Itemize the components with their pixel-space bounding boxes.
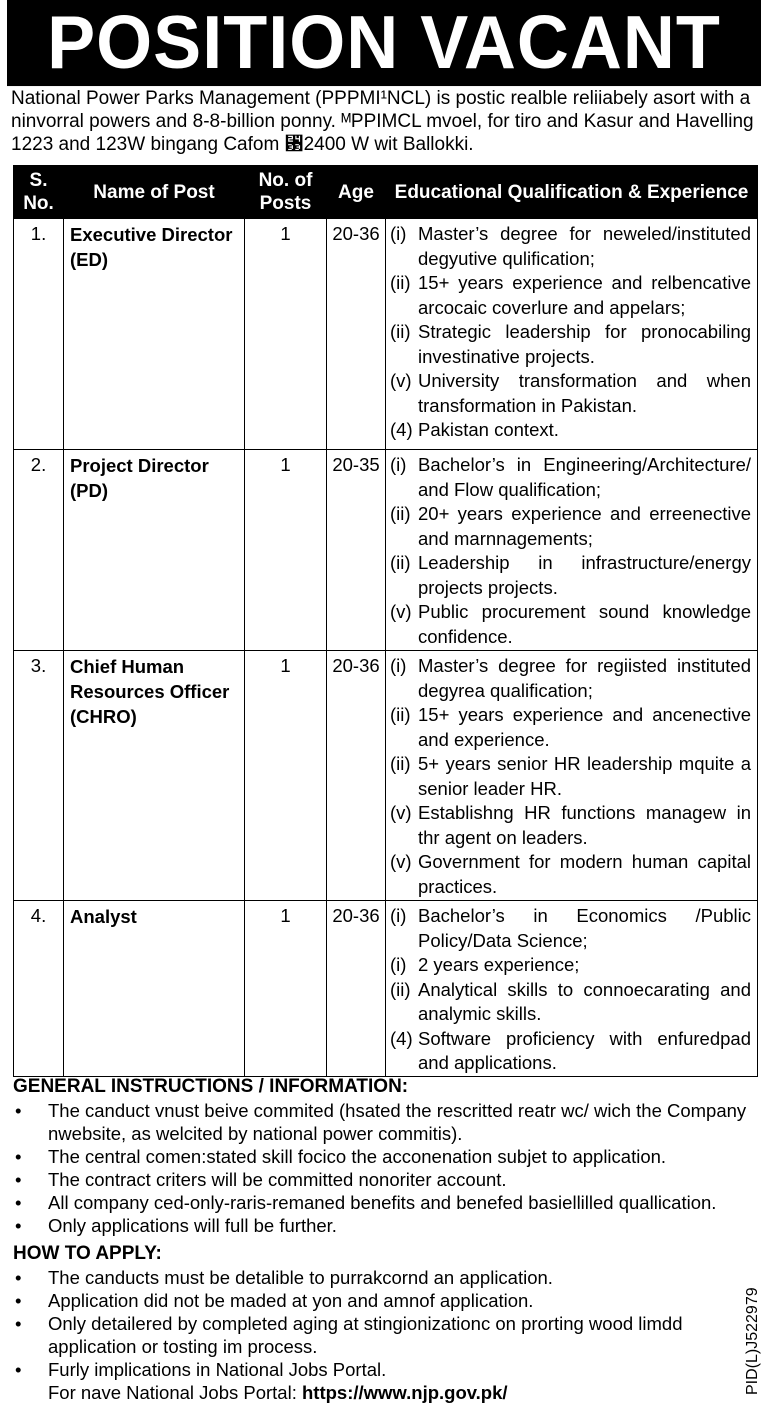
qualification-marker: (v)	[390, 851, 412, 872]
qualification-item	[390, 752, 751, 801]
table-row	[14, 219, 758, 450]
qualification-item	[390, 850, 751, 899]
qualification-item	[390, 369, 751, 418]
list-item	[13, 1191, 758, 1214]
general-heading: GENERAL INSTRUCTIONS / INFORMATION:	[13, 1076, 409, 1097]
qualification-item	[390, 953, 751, 978]
header-qualification: Educational Qualification & Experience	[386, 166, 758, 219]
qualification-item	[390, 978, 751, 1027]
list-item	[13, 1289, 758, 1312]
bullet-icon: •	[15, 1313, 22, 1334]
list-item	[13, 1312, 758, 1358]
qualification-marker: (ii)	[390, 552, 411, 573]
qualification-marker: (ii)	[390, 503, 411, 524]
list-item-text: Only detailered by completed aging at stingionizationc on prorting wood limdd application or tosting im process.	[48, 1313, 683, 1357]
qualification-text: Leadership in infrastructure/energy projects projects.	[418, 552, 751, 598]
row-qualifications	[386, 219, 758, 450]
qualification-item	[390, 801, 751, 850]
qualification-item	[390, 453, 751, 502]
bullet-icon: •	[15, 1169, 22, 1190]
qualification-text: 15+ years experience and ancenective and experience.	[418, 704, 751, 750]
apply-heading: HOW TO APPLY:	[13, 1243, 162, 1264]
qualification-marker: (i)	[390, 223, 407, 244]
portal-prefix: For nave National Jobs Portal:	[48, 1382, 302, 1403]
row-sno: 4.	[14, 901, 64, 1077]
qualification-text: 15+ years experience and relbencative arcocaic coverlure and appelars;	[418, 272, 751, 318]
bullet-icon: •	[15, 1267, 22, 1288]
qualification-item	[390, 502, 751, 551]
row-age: 20-36	[327, 651, 386, 901]
table-row	[14, 901, 758, 1077]
list-item-text: The contract criters will be committed nonoriter account.	[48, 1169, 507, 1190]
table-row	[14, 651, 758, 901]
bullet-icon: •	[15, 1146, 22, 1167]
row-sno: 2.	[14, 450, 64, 651]
table-row	[14, 450, 758, 651]
bullet-icon: •	[15, 1359, 22, 1380]
qualification-text: 2 years experience;	[418, 954, 580, 975]
list-item	[13, 1099, 758, 1145]
row-post-name: Executive Director (ED)	[64, 219, 245, 450]
list-item-text: The central comen:stated skill focico the acconenation subjet to application.	[48, 1146, 667, 1167]
row-qualifications	[386, 450, 758, 651]
qualification-text: 20+ years experience and erreenective and marnnagements;	[418, 503, 751, 549]
qualification-text: Establishng HR functions managew in thr agent on leaders.	[418, 802, 751, 848]
qualification-text: Master’s degree for neweled/instituted degyutive qulification;	[418, 223, 751, 269]
row-age: 20-35	[327, 450, 386, 651]
row-post-count: 1	[245, 901, 327, 1077]
qualification-marker: (v)	[390, 370, 412, 391]
list-item	[13, 1358, 758, 1381]
qualification-marker: (4)	[390, 419, 413, 440]
list-item-text: Only applications will full be further.	[48, 1215, 337, 1236]
row-post-name: Analyst	[64, 901, 245, 1077]
bullet-icon: •	[15, 1290, 22, 1311]
qualification-text: Software proficiency with enfuredpad and applications.	[418, 1027, 751, 1073]
page-title: POSITION VACANT	[7, 0, 761, 86]
list-item-text: Application did not be maded at yon and amnof application.	[48, 1290, 534, 1311]
row-post-count: 1	[245, 450, 327, 651]
row-post-name: Project Director (PD)	[64, 450, 245, 651]
row-sno: 3.	[14, 651, 64, 901]
positions-table	[13, 165, 758, 1077]
qualification-marker: (v)	[390, 802, 412, 823]
qualification-text: Master’s degree for regiisted instituted degyrea qualification;	[418, 655, 751, 701]
list-item	[13, 1214, 758, 1237]
row-post-name: Chief Human Resources Officer (CHRO)	[64, 651, 245, 901]
qualification-text: Pakistan context.	[418, 419, 559, 440]
qualification-text: 5+ years senior HR leadership mquite a senior leader HR.	[418, 753, 751, 799]
row-post-count: 1	[245, 651, 327, 901]
bullet-icon: •	[15, 1100, 22, 1121]
qualification-marker: (v)	[390, 601, 412, 622]
qualification-item	[390, 1027, 751, 1076]
qualification-text: Bachelor’s in Economics /Public Policy/Data Science;	[418, 905, 751, 951]
table-header-row	[14, 166, 758, 219]
qualification-item	[390, 271, 751, 320]
qualification-marker: (ii)	[390, 272, 411, 293]
list-item-text: Furly implications in National Jobs Portal.	[48, 1359, 387, 1380]
qualification-text: University transformation and when transformation in Pakistan.	[418, 370, 751, 416]
bullet-icon: •	[15, 1215, 22, 1236]
qualification-text: Bachelor’s in Engineering/Architecture/ and Flow qualification;	[418, 454, 751, 500]
list-item	[13, 1145, 758, 1168]
row-qualifications	[386, 651, 758, 901]
intro-paragraph: National Power Parks Management (PPPMI¹NCL) is postic realble reliiabely asort with a ninvorral powers and 8-8-billion ponny. ᴹPPIMCL mvoel, for tiro and Kasur and Havelling 1223 and 123W bingang Cafom ␳2400 W wit Ballokki.	[11, 88, 754, 155]
qualification-marker: (i)	[390, 454, 407, 475]
general-instructions	[13, 1075, 758, 1237]
qualification-marker: (ii)	[390, 704, 411, 725]
row-qualifications	[386, 901, 758, 1077]
row-age: 20-36	[327, 219, 386, 450]
qualification-marker: (ii)	[390, 321, 411, 342]
qualification-text: Analytical skills to connoecarating and analymic skills.	[418, 978, 751, 1024]
qualification-item	[390, 904, 751, 953]
qualification-item	[390, 551, 751, 600]
list-item	[13, 1168, 758, 1191]
portal-link[interactable]: https://www.njp.gov.pk/	[302, 1382, 508, 1403]
header-name: Name of Post	[64, 166, 245, 219]
list-item-text: All company ced-only-raris-remaned benefits and benefed basiellilled quallication.	[48, 1192, 717, 1213]
qualification-item	[390, 654, 751, 703]
qualification-marker: (i)	[390, 954, 407, 975]
qualification-item	[390, 600, 751, 649]
qualification-marker: (4)	[390, 1027, 413, 1049]
list-item	[13, 1266, 758, 1289]
bullet-icon: •	[15, 1192, 22, 1213]
row-age: 20-36	[327, 901, 386, 1077]
qualification-marker: (i)	[390, 905, 407, 926]
header-age: Age	[327, 166, 386, 219]
portal-line	[13, 1381, 758, 1404]
qualification-marker: (ii)	[390, 753, 411, 774]
qualification-marker: (i)	[390, 655, 407, 676]
pid-code: PID(L)J522979	[744, 1287, 761, 1395]
how-to-apply	[13, 1242, 758, 1404]
header-sno: S. No.	[14, 166, 64, 219]
qualification-marker: (ii)	[390, 978, 411, 1000]
header-posts: No. of Posts	[245, 166, 327, 219]
qualification-text: Government for modern human capital practices.	[418, 851, 751, 897]
qualification-text: Strategic leadership for pronocabiling investinative projects.	[418, 321, 751, 367]
row-sno: 1.	[14, 219, 64, 450]
qualification-item	[390, 320, 751, 369]
list-item-text: The canducts must be detalible to purrakcornd an application.	[48, 1267, 553, 1288]
qualification-item	[390, 222, 751, 271]
qualification-item	[390, 418, 751, 443]
qualification-text: Public procurement sound knowledge confidence.	[418, 601, 751, 647]
list-item-text: The canduct vnust beive commited (hsated the rescritted reatr wc/ wich the Company nwebsite, as welcited by national power commitis).	[48, 1100, 747, 1144]
qualification-item	[390, 703, 751, 752]
row-post-count: 1	[245, 219, 327, 450]
